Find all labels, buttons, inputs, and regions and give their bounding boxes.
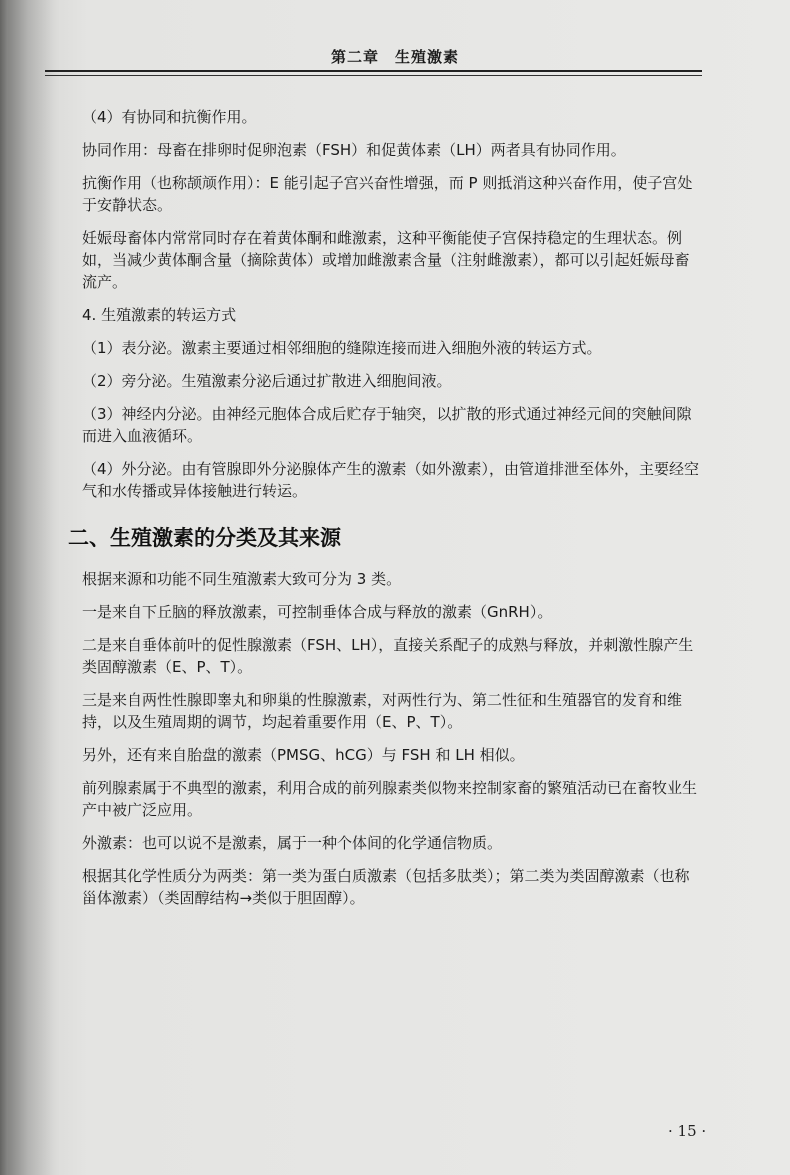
paragraph: （2）旁分泌。生殖激素分泌后通过扩散进入细胞间液。 [82, 372, 452, 390]
paragraph: 根据来源和功能不同生殖激素大致可分为 3 类。 [82, 570, 402, 588]
paragraph: 三是来自两性性腺即睾丸和卵巢的性腺激素，对两性行为、第二性征和生殖器官的发育和维持，以及生殖周期的调节，均起着重要作用（E、P、T）。 [82, 691, 683, 731]
paragraph: 外激素：也可以说不是激素，属于一种个体间的化学通信物质。 [82, 834, 503, 852]
subheading: 4. 生殖激素的转运方式 [82, 306, 237, 324]
paragraph: 妊娠母畜体内常常同时存在着黄体酮和雌激素，这种平衡能使子宫保持稳定的生理状态。例如，当减少黄体酮含量（摘除黄体）或增加雌激素含量（注射雌激素），都可以引起妊娠母畜流产。 [82, 229, 690, 291]
paragraph: 抗衡作用（也称颉颃作用）：E 能引起子宫兴奋性增强，而 P 则抵消这种兴奋作用，使子宫处于安静状态。 [82, 174, 693, 214]
page-body [68, 106, 702, 920]
paragraph: 另外，还有来自胎盘的激素（PMSG、hCG）与 FSH 和 LH 相似。 [82, 746, 525, 764]
paragraph: （1）表分泌。激素主要通过相邻细胞的缝隙连接而进入细胞外液的转运方式。 [82, 339, 602, 357]
paragraph: 一是来自下丘脑的释放激素，可控制垂体合成与释放的激素（GnRH）。 [82, 603, 553, 621]
paragraph: （3）神经内分泌。由神经元胞体合成后贮存于轴突，以扩散的形式通过神经元间的突触间隙而进入血液循环。 [82, 405, 692, 445]
paragraph: 根据其化学性质分为两类：第一类为蛋白质激素（包括多肽类）；第二类为类固醇激素（也称甾体激素）（类固醇结构→类似于胆固醇）。 [82, 867, 690, 907]
paragraph: 前列腺素属于不典型的激素，利用合成的前列腺素类似物来控制家畜的繁殖活动已在畜牧业生产中被广泛应用。 [82, 779, 698, 819]
paragraph: 协同作用：母畜在排卵时促卵泡素（FSH）和促黄体素（LH）两者具有协同作用。 [82, 141, 626, 159]
section-heading: 二、生殖激素的分类及其来源 [68, 526, 341, 550]
book-gutter [0, 0, 8, 1175]
page-number: · 15 · [668, 1122, 707, 1140]
header-rule [45, 70, 702, 72]
paragraph: （4）有协同和抗衡作用。 [82, 108, 257, 126]
paragraph: （4）外分泌。由有管腺即外分泌腺体产生的激素（如外激素），由管道排泄至体外，主要经空气和水传播或异体接触进行转运。 [82, 460, 700, 500]
header-rule-thin [45, 75, 702, 76]
running-header: 第二章 生殖激素 [330, 48, 459, 66]
paragraph: 二是来自垂体前叶的促性腺激素（FSH、LH），直接关系配子的成熟与释放，并刺激性腺产生类固醇激素（E、P、T）。 [82, 636, 694, 676]
